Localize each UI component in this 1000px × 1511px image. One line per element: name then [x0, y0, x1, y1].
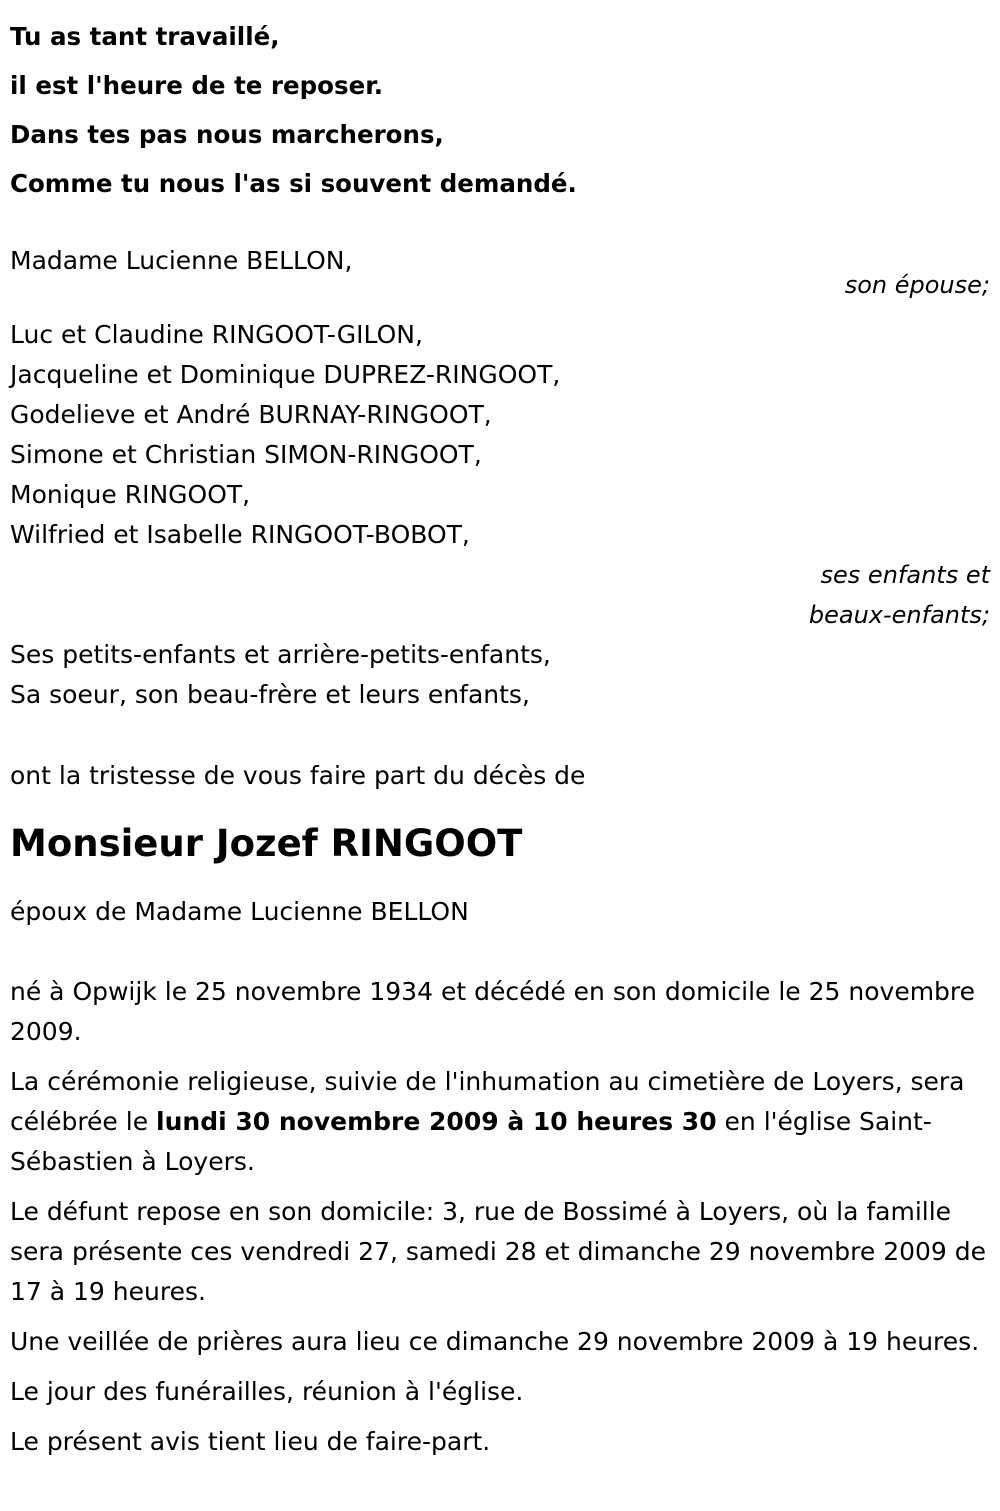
- child-name: Monique RINGOOT,: [10, 480, 251, 509]
- poem: [10, 0, 990, 208]
- poem-line: Tu as tant travaillé,: [10, 22, 280, 51]
- relatives-line: Ses petits-enfants et arrière-petits-enfants,: [10, 640, 551, 669]
- notice: Le présent avis tient lieu de faire-part.: [10, 1427, 491, 1456]
- child-name: Jacqueline et Dominique DUPREZ-RINGOOT,: [10, 360, 561, 389]
- child-name: Wilfried et Isabelle RINGOOT-BOBOT,: [10, 520, 470, 549]
- children-role-line2: beaux-enfants;: [808, 601, 990, 629]
- details-block: [10, 972, 990, 1462]
- child-name: Simone et Christian SIMON-RINGOOT,: [10, 440, 482, 469]
- spacer: [10, 869, 990, 892]
- spacer: [10, 932, 990, 972]
- relatives-line: Sa soeur, son beau-frère et leurs enfants,: [10, 680, 530, 709]
- ceremony: [10, 1062, 990, 1182]
- spouse-name: Madame Lucienne BELLON,: [10, 246, 353, 275]
- poem-line: il est l'heure de te reposer.: [10, 71, 384, 100]
- children-block: [10, 315, 990, 635]
- ceremony-text-after: en l'église Saint-Sébastien à Loyers.: [10, 1107, 932, 1176]
- poem-line: Dans tes pas nous marcherons,: [10, 120, 444, 149]
- deceased-name: Monsieur Jozef RINGOOT: [10, 822, 523, 865]
- announcement: ont la tristesse de vous faire part du décès de: [10, 761, 586, 790]
- child-name: Godelieve et André BURNAY-RINGOOT,: [10, 400, 492, 429]
- funeral-day: Le jour des funérailles, réunion à l'église.: [10, 1377, 524, 1406]
- birth-death: né à Opwijk le 25 novembre 1934 et décédé en son domicile le 25 novembre 2009.: [10, 977, 976, 1046]
- child-name: Luc et Claudine RINGOOT-GILON,: [10, 320, 423, 349]
- ceremony-text-before: La cérémonie religieuse, suivie de l'inhumation au cimetière de Loyers, sera célébrée le: [10, 1067, 965, 1136]
- spacer: [10, 796, 990, 819]
- vigil: Une veillée de prières aura lieu ce dimanche 29 novembre 2009 à 19 heures.: [10, 1327, 980, 1356]
- spacer: [10, 715, 990, 756]
- poem-line: Comme tu nous l'as si souvent demandé.: [10, 169, 577, 198]
- ceremony-date: lundi 30 novembre 2009 à 10 heures 30: [156, 1107, 717, 1136]
- rest-place: Le défunt repose en son domicile: 3, rue de Bossimé à Loyers, où la famille sera présente ces vendredi 27, samedi 28 et dimanche 29 novembre 2009 de 17 à 19 heures.: [10, 1197, 987, 1306]
- others-block: [10, 635, 990, 715]
- spouse-role: son épouse;: [844, 271, 990, 299]
- children-role-line1: ses enfants et: [820, 561, 990, 589]
- spouse-of: époux de Madame Lucienne BELLON: [10, 897, 469, 926]
- spouse-block: [10, 246, 990, 299]
- spacer: [10, 208, 990, 249]
